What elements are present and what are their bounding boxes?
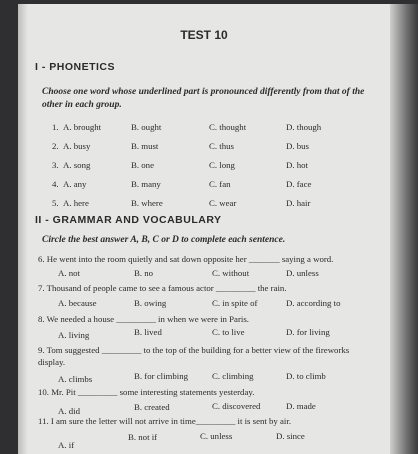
option-b: B. one <box>131 160 154 170</box>
option-a: A. not <box>58 268 80 278</box>
option-c: C. thus <box>209 141 234 151</box>
option-b: B. no <box>134 268 154 278</box>
option-d: D. according to <box>286 298 341 308</box>
option-b: B. owing <box>134 298 167 308</box>
option-a: A. if <box>58 440 75 450</box>
question-number: 4. <box>52 179 59 189</box>
option-c: C. long <box>209 160 235 170</box>
option-b: B. many <box>131 179 161 189</box>
option-d: D. bus <box>286 141 309 151</box>
option-a: A. because <box>58 298 97 308</box>
option-c: C. wear <box>209 198 237 208</box>
phonetics-instruction: Choose one word whose underlined part is pronounced differently from that of the other in each group. <box>42 87 365 110</box>
option-a: A. brought <box>63 122 102 132</box>
test-title: TEST 10 <box>180 28 228 42</box>
question-number: 3. <box>52 160 59 170</box>
option-c: C. climbing <box>212 371 254 381</box>
option-d: D. made <box>286 401 316 411</box>
option-b: B. where <box>131 198 163 208</box>
option-a: A. busy <box>63 141 91 151</box>
section-heading-phonetics: I - PHONETICS <box>35 61 116 73</box>
option-a: A. did <box>58 406 80 416</box>
option-b: B. must <box>131 141 159 151</box>
option-c: C. fan <box>209 179 231 189</box>
option-a: A. living <box>58 330 90 340</box>
option-a: A. any <box>63 179 87 189</box>
grammar-instruction: Circle the best answer A, B, C or D to complete each sentence. <box>42 235 286 245</box>
question-text: 7. Thousand of people came to see a famous actor _________ the rain. <box>38 283 287 293</box>
option-b: B. ought <box>131 122 162 132</box>
option-c: C. to live <box>212 327 245 337</box>
question-number: 1. <box>52 122 59 132</box>
option-a: A. here <box>63 198 89 208</box>
option-c: C. in spite of <box>212 298 258 308</box>
question-text: 11. I am sure the letter will not arrive in time_________ it is sent by air. <box>38 416 292 426</box>
question-text: 9. Tom suggested _________ to the top of the building for a better view of the fireworks display. <box>38 345 350 367</box>
option-d: D. hot <box>286 160 308 170</box>
book-edge <box>390 4 418 454</box>
option-b: B. not if <box>128 432 158 442</box>
question-text: 8. We needed a house _________ in when we were in Paris. <box>38 314 249 324</box>
option-b: B. lived <box>134 327 162 337</box>
option-d: D. to climb <box>286 371 326 381</box>
option-d: D. though <box>286 122 322 132</box>
option-a: A. song <box>63 160 91 170</box>
option-c: C. thought <box>209 122 247 132</box>
question-text: 10. Mr. Pit _________ some interesting statements yesterday. <box>38 387 255 397</box>
option-d: D. hair <box>286 198 311 208</box>
question-text: 6. He went into the room quietly and sat down opposite her _______ saying a word. <box>38 254 334 264</box>
option-c: C. discovered <box>212 401 261 411</box>
option-d: D. face <box>286 179 312 189</box>
option-c: C. unless <box>200 431 233 441</box>
question-number: 2. <box>52 141 59 151</box>
option-d: D. unless <box>286 268 319 278</box>
question-number: 5. <box>52 198 59 208</box>
option-d: D. for living <box>286 327 330 337</box>
option-b: B. created <box>134 402 170 412</box>
option-d: D. since <box>276 431 305 441</box>
option-a: A. climbs <box>58 374 93 384</box>
option-b: B. for climbing <box>134 371 188 381</box>
test-page <box>18 4 390 454</box>
option-c: C. without <box>212 268 250 278</box>
section-heading-grammar: II - GRAMMAR AND VOCABULARY <box>35 214 222 226</box>
page-gutter <box>18 4 28 454</box>
